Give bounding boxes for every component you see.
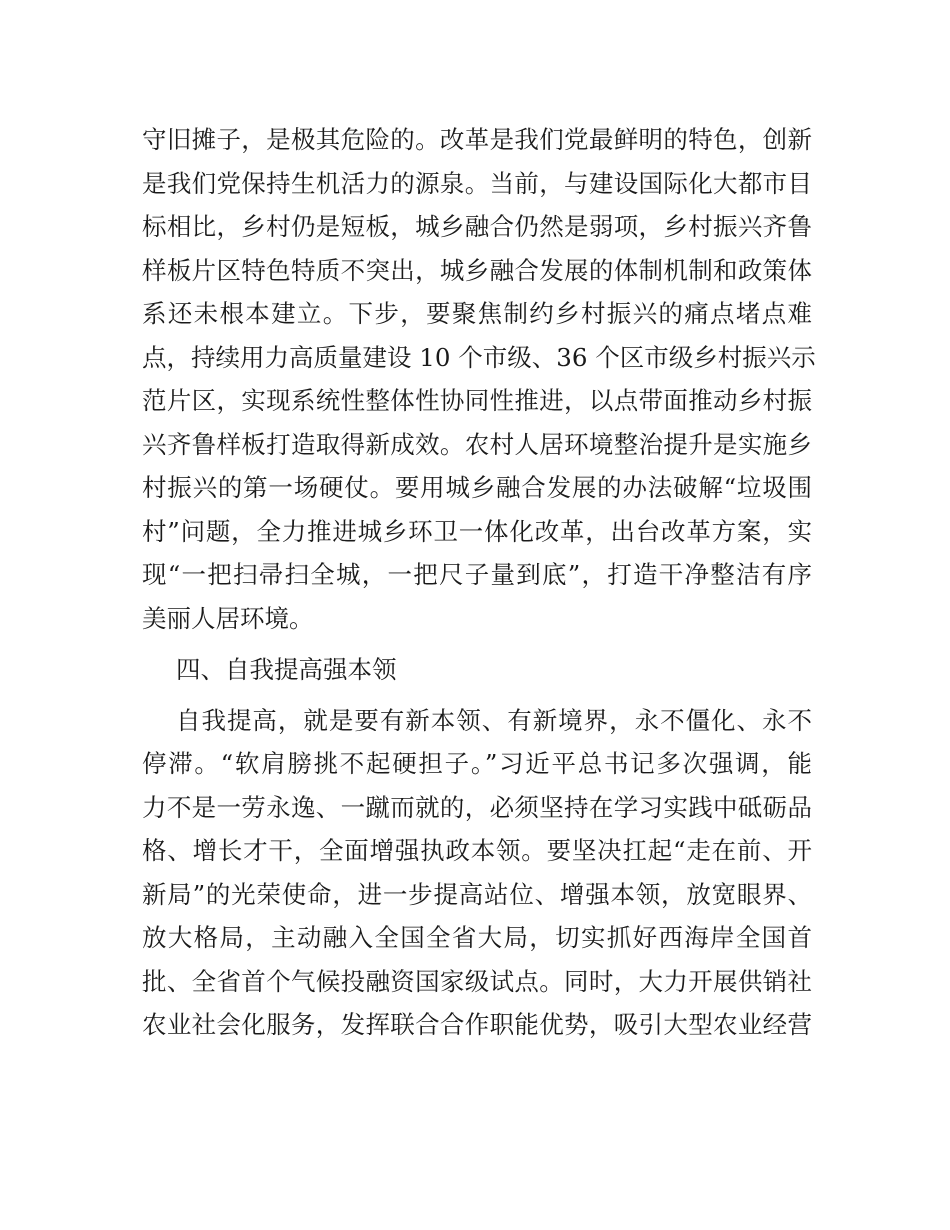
- paragraph-line: 现“一把扫帚扫全城，一把尺子量到底”，打造干净整洁有序: [142, 560, 812, 589]
- paragraph-line: 美丽人居环境。: [142, 604, 314, 633]
- paragraph-line: 批、全省首个气候投融资国家级试点。同时，大力开展供销社: [142, 967, 812, 996]
- section-heading: 四、自我提高强本领: [176, 655, 397, 684]
- paragraph-line: 系还未根本建立。下步，要聚焦制约乡村振兴的痛点堵点难: [142, 299, 812, 328]
- paragraph-line: 守旧摊子，是极其危险的。改革是我们党最鲜明的特色，创新: [142, 125, 812, 154]
- paragraph-line: 兴齐鲁样板打造取得新成效。农村人居环境整治提升是实施乡: [142, 430, 812, 459]
- paragraph-line: 新局”的光荣使命，进一步提高站位、增强本领，放宽眼界、: [142, 880, 812, 909]
- paragraph-line: 停滞。“软肩膀挑不起硬担子。”习近平总书记多次强调，能: [142, 749, 812, 778]
- paragraph-line: 村振兴的第一场硬仗。要用城乡融合发展的办法破解“垃圾围: [142, 473, 812, 502]
- paragraph-line: 自我提高，就是要有新本领、有新境界，永不僵化、永不: [176, 706, 812, 735]
- paragraph-line: 格、增长才干，全面增强执政本领。要坚决扛起“走在前、开: [142, 836, 812, 865]
- paragraph-line: 样板片区特色特质不突出，城乡融合发展的体制机制和政策体: [142, 256, 812, 285]
- paragraph-line: 农业社会化服务，发挥联合合作职能优势，吸引大型农业经营: [142, 1010, 812, 1039]
- paragraph-line: 村”问题，全力推进城乡环卫一体化改革，出台改革方案，实: [142, 517, 812, 546]
- paragraph-line: 标相比，乡村仍是短板，城乡融合仍然是弱项，乡村振兴齐鲁: [142, 212, 812, 241]
- paragraph-line: 放大格局，主动融入全国全省大局，切实抓好西海岸全国首: [142, 923, 812, 952]
- paragraph-line: 点，持续用力高质量建设 10 个市级、36 个区市级乡村振兴示: [142, 343, 816, 372]
- paragraph-line: 力不是一劳永逸、一蹴而就的，必须坚持在学习实践中砥砺品: [142, 793, 812, 822]
- paragraph-line: 是我们党保持生机活力的源泉。当前，与建设国际化大都市目: [142, 169, 812, 198]
- paragraph-line: 范片区，实现系统性整体性协同性推进，以点带面推动乡村振: [142, 386, 812, 415]
